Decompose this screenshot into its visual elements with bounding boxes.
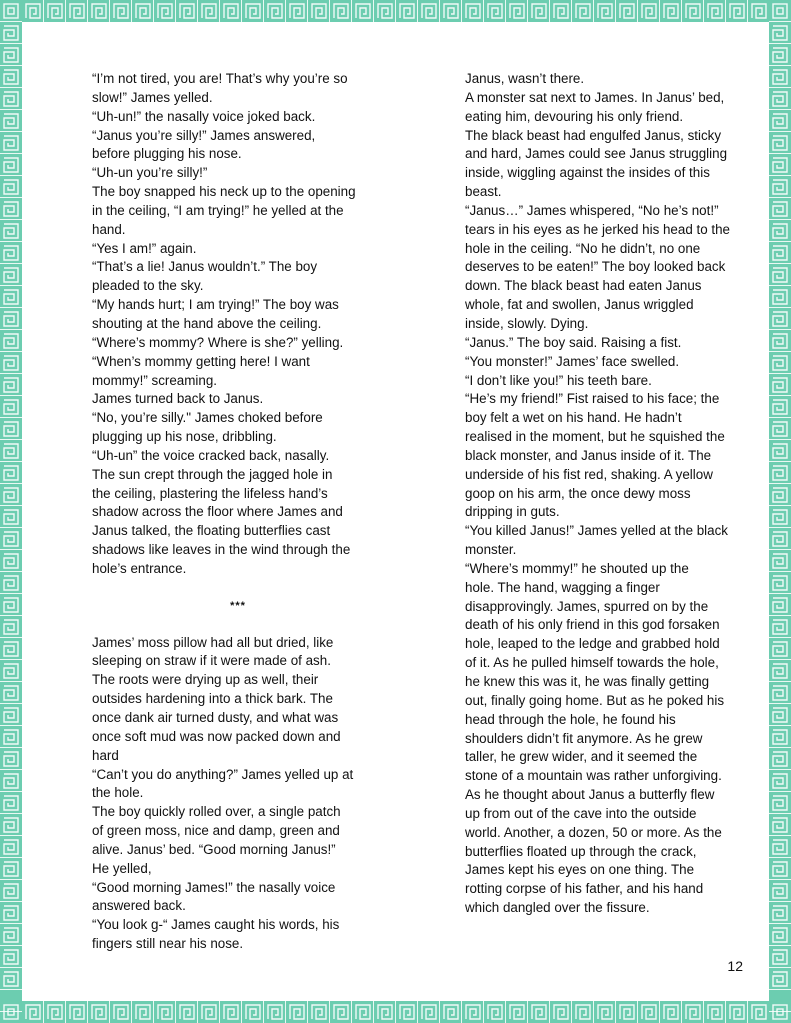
greek-key-tile (4, 312, 18, 326)
text-line: taller, he grew wider, and it seemed the (465, 749, 698, 765)
greek-key-tile (773, 950, 787, 964)
text-line: hole, leaped to the ledge and grabbed hold (465, 636, 720, 652)
greek-key-tile (773, 664, 787, 678)
text-line: The black beast had engulfed Janus, sticky (465, 127, 722, 143)
text-line: “When’s mommy getting here! I want (92, 353, 310, 369)
greek-key-tile (180, 1005, 194, 1019)
text-line: he knew this was it, he was finally getting (465, 674, 710, 689)
text-line: world. Another, a dozen, 50 or more. As the (465, 824, 722, 840)
greek-key-tile (70, 1005, 84, 1019)
text-line: butterflies floated up through the crack, (465, 843, 697, 859)
spacer (92, 579, 384, 588)
greek-key-tile (773, 444, 787, 458)
greek-key-tile (4, 114, 18, 128)
greek-key-tile (686, 1005, 700, 1019)
text-line: James kept his eyes on one thing. The (465, 862, 695, 878)
greek-key-tile (4, 334, 18, 348)
text-line: once soft mud was now packed down and (92, 728, 341, 744)
greek-key-tile (773, 752, 787, 766)
text-line: “You monster!” James’ face swelled. (465, 353, 680, 369)
greek-key-tile (773, 246, 787, 260)
greek-key-tile (4, 70, 18, 84)
greek-key-tile (773, 774, 787, 788)
text-line: The sun crept through the jagged hole in (92, 466, 333, 482)
greek-key-tile (598, 1005, 612, 1019)
greek-key-tile (773, 92, 787, 106)
text-line: As he thought about Janus a butterfly flew (465, 787, 715, 803)
greek-key-tile (4, 378, 18, 392)
text-line: “My hands hurt; I am trying!” The boy was (92, 297, 339, 313)
text-line: “Can’t you do anything?” James yelled up at (92, 766, 354, 782)
text-line: James’ moss pillow had all but dried, like (92, 634, 334, 650)
greek-key-tile (4, 136, 18, 150)
greek-key-tile (4, 246, 18, 260)
greek-key-tile (466, 1005, 480, 1019)
greek-key-tile (773, 466, 787, 480)
greek-key-tile (642, 1005, 656, 1019)
greek-key-tile (686, 4, 700, 18)
greek-key-tile (158, 1005, 172, 1019)
greek-key-tile (4, 906, 18, 920)
text-line: goop on his arm, the once dewy moss (465, 485, 691, 501)
greek-key-tile (773, 180, 787, 194)
text-line: The roots were drying up as well, their (92, 672, 319, 688)
border-corner-tile (773, 1005, 787, 1019)
greek-key-tile (4, 730, 18, 744)
greek-key-tile (4, 26, 18, 40)
text-line: which dangled over the fissure. (465, 900, 650, 916)
greek-key-tile (4, 884, 18, 898)
greek-key-tile (773, 422, 787, 436)
text-line: fingers still near his nose. (92, 936, 244, 952)
greek-key-tile (290, 4, 304, 18)
greek-key-tile (576, 4, 590, 18)
text-line: before plugging his nose. (92, 146, 242, 162)
greek-key-tile (4, 268, 18, 282)
text-line: deserves to be eaten!” The boy looked back (465, 259, 726, 275)
greek-key-tile (773, 642, 787, 656)
greek-key-tile (4, 620, 18, 634)
greek-key-tile (378, 1005, 392, 1019)
greek-key-tile (554, 4, 568, 18)
greek-key-tile (4, 708, 18, 722)
greek-key-tile (773, 158, 787, 172)
greek-key-tile (444, 4, 458, 18)
greek-key-tile (773, 576, 787, 590)
greek-key-tile (334, 1005, 348, 1019)
text-line: down. The black beast had eaten Janus (465, 278, 702, 294)
greek-key-tile (4, 796, 18, 810)
greek-key-tile (4, 466, 18, 480)
text-line: whole, fat and swollen, Janus wriggled (465, 297, 694, 313)
greek-key-tile (773, 686, 787, 700)
greek-key-tile (708, 1005, 722, 1019)
greek-key-tile (773, 400, 787, 414)
greek-key-tile (268, 4, 282, 18)
greek-key-tile (773, 906, 787, 920)
greek-key-tile (773, 818, 787, 832)
greek-key-tile (773, 268, 787, 282)
greek-key-tile (773, 796, 787, 810)
text-line: The boy quickly rolled over, a single patch (92, 804, 341, 820)
page-number: 12 (727, 958, 743, 974)
greek-key-tile (510, 4, 524, 18)
text-line: inside, slowly. Dying. (465, 315, 589, 331)
text-line: A monster sat next to James. In Janus’ bed, (465, 89, 725, 105)
text-line: tears in his eyes as he jerked his head to the (465, 221, 730, 237)
greek-key-tile (773, 26, 787, 40)
greek-key-tile (334, 4, 348, 18)
greek-key-tile (773, 708, 787, 722)
text-line: hole in the ceiling. “No he didn’t, no one (465, 240, 701, 256)
greek-key-tile (4, 488, 18, 502)
text-line: “Yes I am!” again. (92, 240, 197, 256)
text-line: Janus talked, the floating butterflies cast (92, 523, 331, 539)
greek-key-tile (773, 972, 787, 986)
text-line: plugging up his nose, dribbling. (92, 429, 277, 445)
greek-key-tile (136, 1005, 150, 1019)
border-corner-tile (773, 4, 787, 18)
greek-key-tile (224, 4, 238, 18)
text-line: “He’s my friend!” Fist raised to his face; the (465, 391, 720, 407)
text-line: head through the hole, he found his (465, 711, 676, 727)
greek-key-tile (773, 356, 787, 370)
greek-key-tile (48, 1005, 62, 1019)
greek-key-tile (4, 202, 18, 216)
greek-key-tile (4, 840, 18, 854)
text-line: “No, you’re silly." James choked before (92, 410, 323, 426)
greek-key-tile (4, 510, 18, 524)
greek-key-tile (773, 620, 787, 634)
text-line: rotting corpse of his father, and his hand (465, 881, 704, 897)
greek-key-tile (312, 1005, 326, 1019)
greek-key-tile (400, 4, 414, 18)
text-line: Janus, wasn’t there. (465, 71, 585, 86)
greek-key-tile (136, 4, 150, 18)
greek-key-tile (4, 356, 18, 370)
text-line: in the ceiling, “I am trying!” he yelled at the (92, 202, 344, 218)
text-line: “Janus you’re silly!” James answered, (92, 127, 316, 143)
greek-key-tile (4, 686, 18, 700)
text-line: underside of his fist red, shaking. A yellow (465, 466, 713, 482)
greek-key-tile (773, 862, 787, 876)
text-line: alive. Janus’ bed. “Good morning Janus!” (92, 841, 336, 857)
text-line: boy felt a wet on his hand. He hadn’t (465, 410, 682, 426)
greek-key-tile (532, 1005, 546, 1019)
greek-key-tile (488, 4, 502, 18)
greek-key-tile (312, 4, 326, 18)
greek-key-tile (4, 928, 18, 942)
text-line: outsides hardening into a thick bark. The (92, 691, 333, 707)
text-line: realised in the moment, but he squished the (465, 429, 725, 445)
text-line: “You look g-“ James caught his words, his (92, 917, 340, 933)
greek-key-tile (4, 180, 18, 194)
greek-key-tile (730, 1005, 744, 1019)
text-line: hole’s entrance. (92, 560, 187, 576)
text-line: “You killed Janus!” James yelled at the black (465, 523, 728, 539)
greek-key-tile (4, 576, 18, 590)
greek-key-tile (488, 1005, 502, 1019)
greek-key-tile (773, 202, 787, 216)
text-line: shadow across the floor where James and (92, 504, 343, 520)
greek-key-tile (224, 1005, 238, 1019)
greek-key-tile (773, 928, 787, 942)
text-line: “Janus.” The boy said. Raising a fist. (465, 334, 682, 350)
greek-key-tile (268, 1005, 282, 1019)
text-line: “Janus…” James whispered, “No he’s not!” (465, 202, 719, 218)
text-line: mommy!” screaming. (92, 372, 217, 388)
text-line: and hard, James could see Janus struggling (465, 146, 728, 162)
text-line: death of his only friend in this god forsaken (465, 617, 720, 633)
greek-key-tile (773, 290, 787, 304)
text-line: the hole. (92, 785, 144, 801)
greek-key-tile (773, 312, 787, 326)
greek-key-tile (773, 598, 787, 612)
text-line: “Uh-un!” the nasally voice joked back. (92, 108, 316, 124)
text-line: up from out of the cave into the outside (465, 805, 697, 821)
greek-key-tile (510, 1005, 524, 1019)
greek-key-tile (202, 4, 216, 18)
greek-key-tile (773, 532, 787, 546)
greek-key-tile (48, 4, 62, 18)
greek-key-tile (576, 1005, 590, 1019)
greek-key-tile (773, 334, 787, 348)
document-page (22, 22, 769, 1001)
greek-key-tile (158, 4, 172, 18)
text-line: slow!” James yelled. (92, 89, 213, 105)
greek-key-tile (356, 1005, 370, 1019)
greek-key-tile (620, 1005, 634, 1019)
greek-key-tile (4, 598, 18, 612)
greek-key-tile (773, 488, 787, 502)
greek-key-tile (4, 158, 18, 172)
text-line: hand. (92, 221, 126, 237)
text-line: beast. (465, 184, 502, 200)
greek-key-tile (532, 4, 546, 18)
greek-key-tile (4, 400, 18, 414)
greek-key-tile (4, 818, 18, 832)
text-line: inside, wiggling against the insides of this (465, 165, 710, 181)
text-line: dripping in guts. (465, 504, 560, 520)
text-line: shadows like leaves in the wind through the (92, 542, 351, 558)
text-line: black monster, and Janus inside of it. The (465, 447, 712, 463)
greek-key-tile (620, 4, 634, 18)
greek-key-tile (92, 1005, 106, 1019)
spacer (92, 625, 384, 634)
greek-key-tile (773, 114, 787, 128)
text-line: The boy snapped his neck up to the opening (92, 184, 356, 200)
greek-key-tile (642, 4, 656, 18)
greek-key-tile (4, 774, 18, 788)
text-line: pleaded to the sky. (92, 278, 204, 294)
greek-key-tile (730, 4, 744, 18)
greek-key-tile (70, 4, 84, 18)
text-line: of it. As he pulled himself towards the hole, (465, 655, 719, 671)
greek-key-tile (114, 1005, 128, 1019)
text-line: once dank air turned dusty, and what was (92, 710, 339, 725)
greek-key-tile (4, 664, 18, 678)
text-line: answered back. (92, 898, 186, 914)
greek-key-tile (773, 136, 787, 150)
greek-key-tile (92, 4, 106, 18)
border-corner-tile (4, 1005, 18, 1019)
text-line: eating him, devouring his only friend. (465, 108, 684, 124)
greek-key-tile (4, 290, 18, 304)
greek-key-tile (4, 554, 18, 568)
greek-key-tile (4, 48, 18, 62)
greek-key-tile (4, 972, 18, 986)
text-line: out, finally going home. But as he poked his (465, 692, 725, 708)
greek-key-tile (554, 1005, 568, 1019)
greek-key-tile (4, 422, 18, 436)
section-separator: *** (230, 599, 246, 612)
text-line: sleeping on straw if it were made of ash. (92, 653, 331, 669)
greek-key-tile (773, 378, 787, 392)
greek-key-tile (773, 840, 787, 854)
greek-key-tile (356, 4, 370, 18)
greek-key-tile (26, 1005, 40, 1019)
text-line: “Where’s mommy? Where is she?” yelling. (92, 334, 344, 350)
greek-key-tile (752, 1005, 766, 1019)
greek-key-tile (773, 554, 787, 568)
greek-key-tile (466, 4, 480, 18)
greek-key-tile (4, 92, 18, 106)
text-line: “I’m not tired, you are! That’s why you’re so (92, 71, 348, 86)
greek-key-tile (4, 444, 18, 458)
greek-key-tile (4, 950, 18, 964)
greek-key-tile (400, 1005, 414, 1019)
greek-key-tile (114, 4, 128, 18)
greek-key-tile (378, 4, 392, 18)
greek-key-tile (422, 4, 436, 18)
text-line: He yelled, (92, 860, 152, 876)
border-corner-tile (4, 4, 18, 18)
greek-key-tile (773, 884, 787, 898)
greek-key-tile (773, 224, 787, 238)
greek-key-tile (4, 532, 18, 546)
greek-key-tile (246, 4, 260, 18)
greek-key-tile (180, 4, 194, 18)
greek-key-tile (444, 1005, 458, 1019)
text-line: shouting at the hand above the ceiling. (92, 315, 322, 331)
greek-key-tile (246, 1005, 260, 1019)
greek-key-tile (290, 1005, 304, 1019)
greek-key-tile (4, 752, 18, 766)
text-line: “Good morning James!” the nasally voice (92, 879, 336, 895)
greek-key-tile (202, 1005, 216, 1019)
greek-key-tile (773, 48, 787, 62)
text-column-right (465, 70, 755, 918)
text-line: “I don’t like you!” his teeth bare. (465, 372, 652, 388)
text-line: shoulders didn’t fit anymore. As he grew (465, 730, 703, 746)
text-line: “That’s a lie! Janus wouldn’t.” The boy (92, 259, 318, 275)
text-line: James turned back to Janus. (92, 391, 264, 407)
greek-key-tile (708, 4, 722, 18)
greek-key-tile (4, 224, 18, 238)
text-line: “Where’s mommy!” he shouted up the (465, 560, 689, 576)
greek-key-tile (773, 70, 787, 84)
greek-key-tile (664, 1005, 678, 1019)
greek-key-tile (26, 4, 40, 18)
greek-key-tile (598, 4, 612, 18)
greek-key-tile (773, 730, 787, 744)
text-line: monster. (465, 542, 517, 558)
greek-key-tile (664, 4, 678, 18)
greek-key-tile (4, 642, 18, 656)
greek-key-tile (422, 1005, 436, 1019)
text-line: stone of a mountain was rather unforgiving. (465, 768, 722, 784)
greek-key-tile (4, 862, 18, 876)
text-line: the ceiling, plastering the lifeless hand’s (92, 485, 328, 501)
text-line: “Uh-un” the voice cracked back, nasally. (92, 447, 330, 463)
text-line: hard (92, 747, 119, 763)
text-line: disapprovingly. James, spurred on by the (465, 598, 709, 614)
text-line: hole. The hand, wagging a finger (465, 579, 660, 595)
text-column-left (92, 70, 384, 954)
text-line: of green moss, nice and damp, green and (92, 823, 340, 839)
text-line: “Uh-un you’re silly!” (92, 165, 208, 181)
greek-key-tile (773, 510, 787, 524)
greek-key-tile (752, 4, 766, 18)
